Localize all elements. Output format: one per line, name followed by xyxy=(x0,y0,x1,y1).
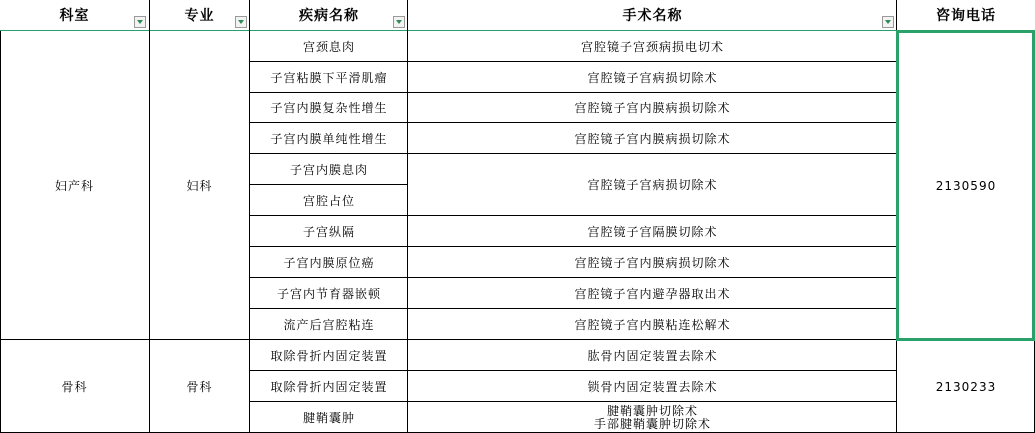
dept-cell[interactable]: 妇产科 xyxy=(54,178,94,193)
grid-line xyxy=(250,122,897,123)
grid-line xyxy=(250,184,408,185)
grid-line xyxy=(0,30,1035,31)
grid-line xyxy=(250,246,897,247)
header-disease[interactable]: 疾病名称 xyxy=(299,7,359,24)
disease-cell[interactable]: 取除骨折内固定装置 xyxy=(270,379,388,394)
grid-line xyxy=(250,215,897,216)
disease-cell[interactable]: 子宫粘膜下平滑肌瘤 xyxy=(270,70,388,85)
grid-line xyxy=(250,277,897,278)
header-phone[interactable]: 咨询电话 xyxy=(936,7,996,24)
surgery-cell[interactable] xyxy=(408,402,897,433)
surgery-cell[interactable]: 宫腔镜子宫内膜病损切除术 xyxy=(574,101,731,115)
surgery-cell[interactable]: 宫腔镜子宫内避孕器取出术 xyxy=(574,286,731,301)
header-specialty[interactable]: 专业 xyxy=(184,7,215,24)
grid-line xyxy=(249,0,250,433)
surgery-cell[interactable]: 宫腔镜子宫内膜病损切除术 xyxy=(574,131,731,146)
surgery-cell[interactable]: 宫腔镜子宫隔膜切除术 xyxy=(587,224,718,239)
disease-cell[interactable]: 子宫内膜单纯性增生 xyxy=(270,131,388,146)
grid-line xyxy=(250,370,897,371)
grid-line xyxy=(0,339,1035,340)
filter-dropdown-icon[interactable] xyxy=(235,16,247,28)
surgery-line: 手部腱鞘囊肿切除术 xyxy=(593,416,711,431)
grid-line xyxy=(250,308,897,309)
grid-line xyxy=(250,401,897,402)
filter-dropdown-icon[interactable] xyxy=(882,16,894,28)
disease-cell[interactable]: 腱鞘囊肿 xyxy=(302,410,355,425)
disease-cell[interactable]: 子宫内节育器嵌顿 xyxy=(276,286,381,301)
surgery-cell[interactable]: 宫腔镜子宫内膜病损切除术 xyxy=(574,255,731,270)
grid-line xyxy=(407,0,408,433)
grid-line xyxy=(149,0,150,433)
surgery-cell[interactable]: 肱骨内固定装置去除术 xyxy=(587,348,718,363)
header-dept[interactable]: 科室 xyxy=(59,7,90,24)
grid-line xyxy=(0,31,1,433)
disease-cell[interactable]: 子宫内膜复杂性增生 xyxy=(270,101,388,115)
grid-line xyxy=(250,92,897,93)
disease-cell[interactable]: 子宫内膜原位癌 xyxy=(283,255,375,270)
disease-cell[interactable]: 取除骨折内固定装置 xyxy=(270,348,388,363)
grid-line xyxy=(250,61,897,62)
filter-dropdown-icon[interactable] xyxy=(134,16,146,28)
surgery-cell[interactable]: 锁骨内固定装置去除术 xyxy=(587,379,718,394)
header-surgery[interactable]: 手术名称 xyxy=(622,7,683,24)
specialty-cell[interactable]: 骨科 xyxy=(186,379,213,394)
specialty-cell[interactable]: 妇科 xyxy=(186,178,213,193)
disease-cell[interactable]: 子宫内膜息肉 xyxy=(289,162,368,177)
phone-cell[interactable]: 2130590 xyxy=(935,178,997,193)
grid-line xyxy=(250,153,897,154)
filter-dropdown-icon[interactable] xyxy=(393,16,405,28)
grid-line xyxy=(896,0,897,433)
surgery-line: 腱鞘囊肿切除术 xyxy=(606,403,698,418)
disease-cell[interactable]: 流产后宫腔粘连 xyxy=(283,317,375,332)
surgery-cell[interactable]: 宫腔镜子宫颈病损电切术 xyxy=(580,39,724,54)
phone-cell[interactable]: 2130233 xyxy=(935,379,997,394)
disease-cell[interactable]: 宫腔占位 xyxy=(302,193,355,208)
disease-cell[interactable]: 宫颈息肉 xyxy=(302,39,355,54)
disease-cell[interactable]: 子宫纵隔 xyxy=(302,224,355,239)
surgery-cell[interactable]: 宫腔镜子宫内膜粘连松解术 xyxy=(574,317,731,332)
surgery-cell[interactable]: 宫腔镜子宫病损切除术 xyxy=(587,70,718,85)
surgery-cell[interactable]: 宫腔镜子宫病损切除术 xyxy=(587,178,718,192)
dept-cell[interactable]: 骨科 xyxy=(61,379,88,394)
